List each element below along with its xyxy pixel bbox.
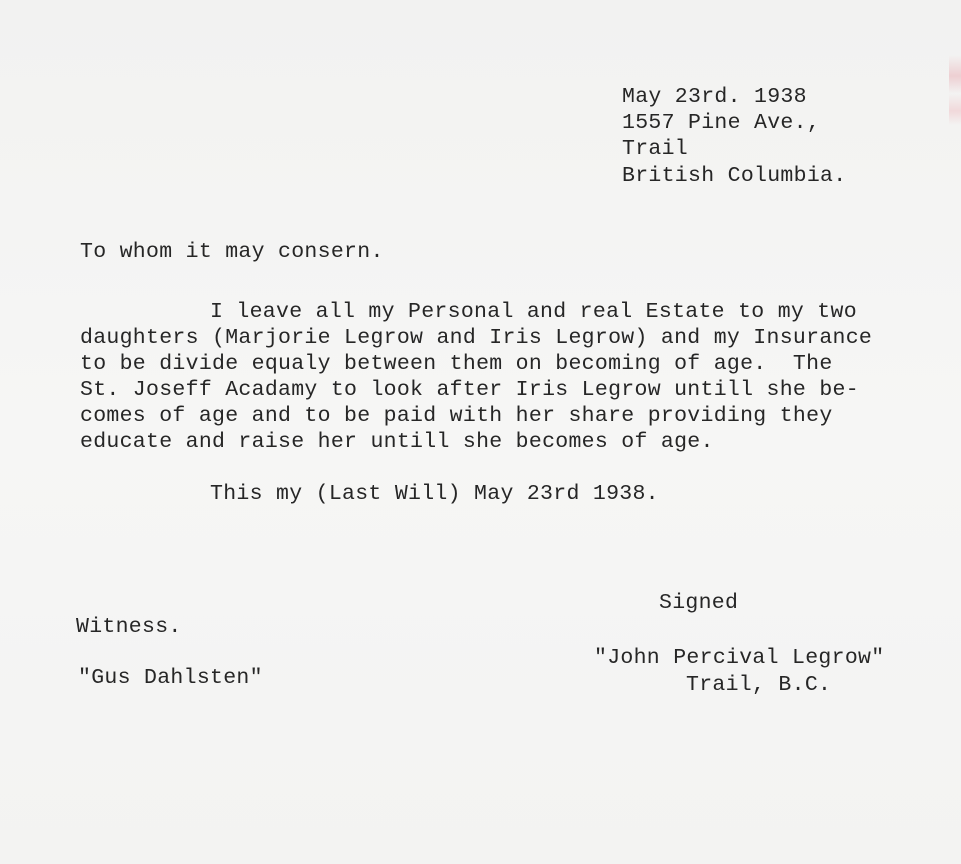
body-line: to be divide equaly between them on becoming of age. The [80,352,833,376]
margin-stain [949,55,961,125]
witness-label: Witness. [76,615,182,639]
body-line: I leave all my Personal and real Estate to my two [210,300,857,324]
salutation: To whom it may consern. [80,240,384,264]
address-city: Trail [622,137,689,161]
letter-date: May 23rd. 1938 [622,85,807,109]
witness-name: "Gus Dahlsten" [78,666,263,690]
body-line: St. Joseff Acadamy to look after Iris Legrow untill she be- [80,378,859,402]
signatory-location: Trail, B.C. [686,673,832,697]
address-street: 1557 Pine Ave., [622,111,821,135]
will-declaration: This my (Last Will) May 23rd 1938. [210,482,659,506]
body-line: daughters (Marjorie Legrow and Iris Legrow) and my Insurance [80,326,873,350]
body-line: educate and raise her untill she becomes of age. [80,430,714,454]
signatory-name: "John Percival Legrow" [594,646,885,670]
address-province: British Columbia. [622,164,847,188]
body-line: comes of age and to be paid with her share providing they [80,404,833,428]
signed-label: Signed [659,591,739,615]
